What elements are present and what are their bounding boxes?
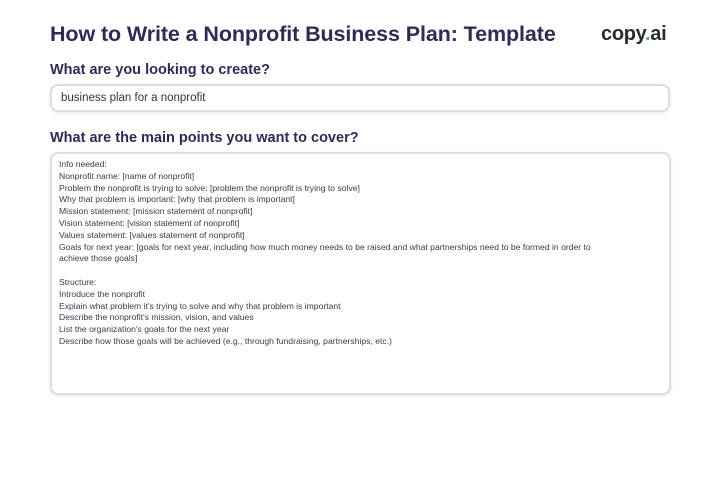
logo-text-suffix: ai (650, 23, 667, 45)
points-line: Vision statement: [vision statement of nonprofit] (59, 217, 240, 228)
points-line: Why that problem is important: [why that problem is important] (59, 194, 295, 205)
points-line: Goals for next year: [goals for next year, including how much money needs to be raised and what partnerships need to be formed in order to (59, 241, 591, 252)
create-label: What are you looking to create? (50, 62, 270, 78)
points-line: Info needed: (59, 159, 107, 169)
points-line: Structure: (59, 276, 97, 287)
points-line: Introduce the nonprofit (59, 288, 145, 299)
points-textarea[interactable] (50, 152, 671, 395)
points-line (59, 265, 662, 277)
points-line: Explain what problem it's trying to solve and why that problem is important (59, 300, 341, 311)
points-line: Describe the nonprofit's mission, vision, and values (59, 312, 254, 323)
points-line: Describe how those goals will be achieved (e.g., through fundraising, partnerships, etc.) (59, 335, 392, 346)
page-title: How to Write a Nonprofit Business Plan: Template (50, 22, 556, 46)
copyai-logo (601, 23, 666, 46)
points-line: Problem the nonprofit is trying to solve: [problem the nonprofit is trying to solve] (59, 182, 360, 193)
create-input[interactable] (52, 86, 668, 110)
points-line: achieve those goals] (59, 253, 138, 264)
points-line: List the organization's goals for the next year (59, 324, 230, 335)
logo-text-main: copy (601, 23, 645, 45)
points-line: Values statement: [values statement of nonprofit] (59, 229, 245, 240)
points-line: Mission statement: [mission statement of nonprofit] (59, 206, 253, 217)
points-line: Nonprofit name: [name of nonprofit] (59, 170, 195, 181)
create-input-container (50, 84, 670, 112)
logo-dot: . (645, 23, 651, 45)
points-label: What are the main points you want to cover? (50, 130, 359, 146)
